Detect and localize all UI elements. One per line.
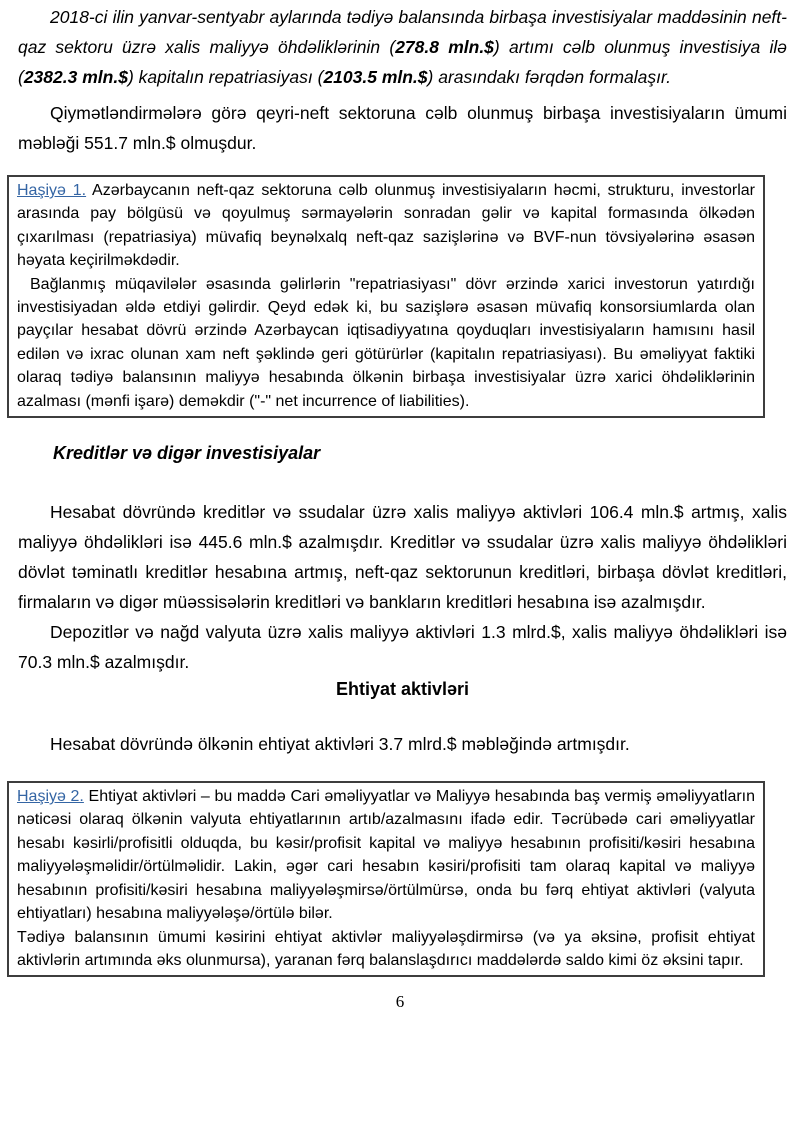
- intro-text-segment: 2018-ci ilin yanvar-sentyabr aylarında tədiyə balansında birbaşa investisiyalar maddəsinin neft-qaz sektoru üzrə xalis maliyyə öhdəliklərinin (: [18, 7, 787, 57]
- page-number: 6: [395, 992, 405, 1012]
- intro-paragraph-investments: [18, 2, 787, 92]
- note-box-2-paragraph-2: Tədiyə balansının ümumi kəsirini ehtiyat aktivlər maliyyələşdirmirsə (və ya əksinə, profisit ehtiyat aktivlərin artımında əks olunmursa), yaranan fərq balanslaşdırıcı maddələrdə saldo kimi öz əksini tapır.: [17, 928, 755, 969]
- section-heading-credits: Kreditlər və digər investisiyalar: [53, 443, 321, 464]
- note-box-1: [7, 175, 765, 418]
- intro-paragraph-nonoil: Qiymətləndirmələrə görə qeyri-neft sektoruna cəlb olunmuş birbaşa investisiyaların ümumi məbləği 551.7 mln.$ olmuşdur.: [18, 103, 787, 153]
- value-net-liabilities-increase: 278.8 mln.$: [395, 37, 494, 57]
- note-box-2-label: Haşiyə 2.: [17, 788, 84, 806]
- note-box-2-paragraph-1: [17, 785, 755, 925]
- note-box-1-paragraph-1: [17, 179, 755, 273]
- section-heading-reserves: Ehtiyat aktivləri: [335, 679, 470, 700]
- value-attracted-investment: 2382.3 mln.$: [23, 67, 128, 87]
- note-box-1-label: Haşiyə 1.: [17, 182, 87, 199]
- note-box-1-text: Azərbaycanın neft-qaz sektoruna cəlb olunmuş investisiyaların həcmi, strukturu, investorlar arasında pay bölgüsü və qoyulmuş sərmayələrin sonradan gəlir və kapital formasında ölkədən çıxarılması (repatriasiya) müvafiq beynəlxalq neft-qaz sazişlərinə və BVF-nun tövsiyələrinə əsasən həyata keçirilməkdədir.: [17, 182, 755, 270]
- credits-paragraph-loans: Hesabat dövründə kreditlər və ssudalar üzrə xalis maliyyə aktivləri 106.4 mln.$ artmış, xalis maliyyə öhdəlikləri isə 445.6 mln.$ azalmışdır. Kreditlər və ssudalar üzrə xalis maliyyə öhdəlikləri dövlət təminatlı kreditlər hesabına artmış, neft-qaz sektorunun kreditləri, birbaşa dövlət kreditləri, firmaların və digər müəssisələrin kreditləri və bankların kreditləri hesabına isə azalmışdır.: [18, 502, 787, 613]
- intro-text-segment: ) arasındakı fərqdən formalaşır.: [427, 67, 672, 87]
- reserves-paragraph: Hesabat dövründə ölkənin ehtiyat aktivləri 3.7 mlrd.$ məbləğində artmışdır.: [50, 734, 630, 755]
- note-box-1-paragraph-2: Bağlanmış müqavilələr əsasında gəlirlərin "repatriasiyası" dövr ərzində xarici investorun yatırdığı investisiyadan əldə etdiyi gəlirdir. Qeyd edək ki, bu sazişlərə əsasən müvafiq konsorsiumlarda olan payçılar hesabat dövrü ərzində Azərbaycan iqtisadiyyatına qoyduqları investisiyaların hamısını hasil edilən və ixrac olunan xam neft şəklində geri götürürlər (kapitalın repatriasiyası). Bu əməliyyat faktiki olaraq tədiyə balansının maliyyə hesabında ölkənin birbaşa investisiyalar üzrə xarici öhdəliklərinin azalması (mənfi işarə) deməkdir ("-" net incurrence of liabilities).: [17, 275, 755, 410]
- credits-paragraph-deposits: Depozitlər və nağd valyuta üzrə xalis maliyyə aktivləri 1.3 mlrd.$, xalis maliyyə öhdəlikləri isə 70.3 mln.$ azalmışdır.: [18, 622, 787, 673]
- intro-text-segment: ) artımı cəlb olunmuş investisiya ilə (: [18, 37, 787, 87]
- note-box-2-text: Ehtiyat aktivləri – bu maddə Cari əməliyyatlar və Maliyyə hesabında baş vermiş əməliyyatların nəticəsi olaraq ölkənin valyuta ehtiyatlarının artıb/azalmasını ifadə edir. Təcrübədə cari əməliyyatlar hesabı kəsirli/profisitli olduqda, bu kəsir/profisit kapital və maliyyə hesabının profisiti/kəsiri hesabına maliyyələşməlidir/örtülməlidir. Lakin, əgər cari hesabın kəsiri/profisiti tam olaraq kapital və maliyyə hesabının profisiti/kəsiri hesabına maliyyələşmirsə/örtülmürsə, onda bu fərq ehtiyat aktivləri (valyuta ehtiyatları) hesabına maliyyələşə/örtülə bilər.: [17, 788, 756, 923]
- value-capital-repatriation: 2103.5 mln.$: [323, 67, 428, 87]
- intro-text-segment: ) kapitalın repatriasiyası (: [127, 67, 324, 87]
- note-box-2: [7, 781, 765, 977]
